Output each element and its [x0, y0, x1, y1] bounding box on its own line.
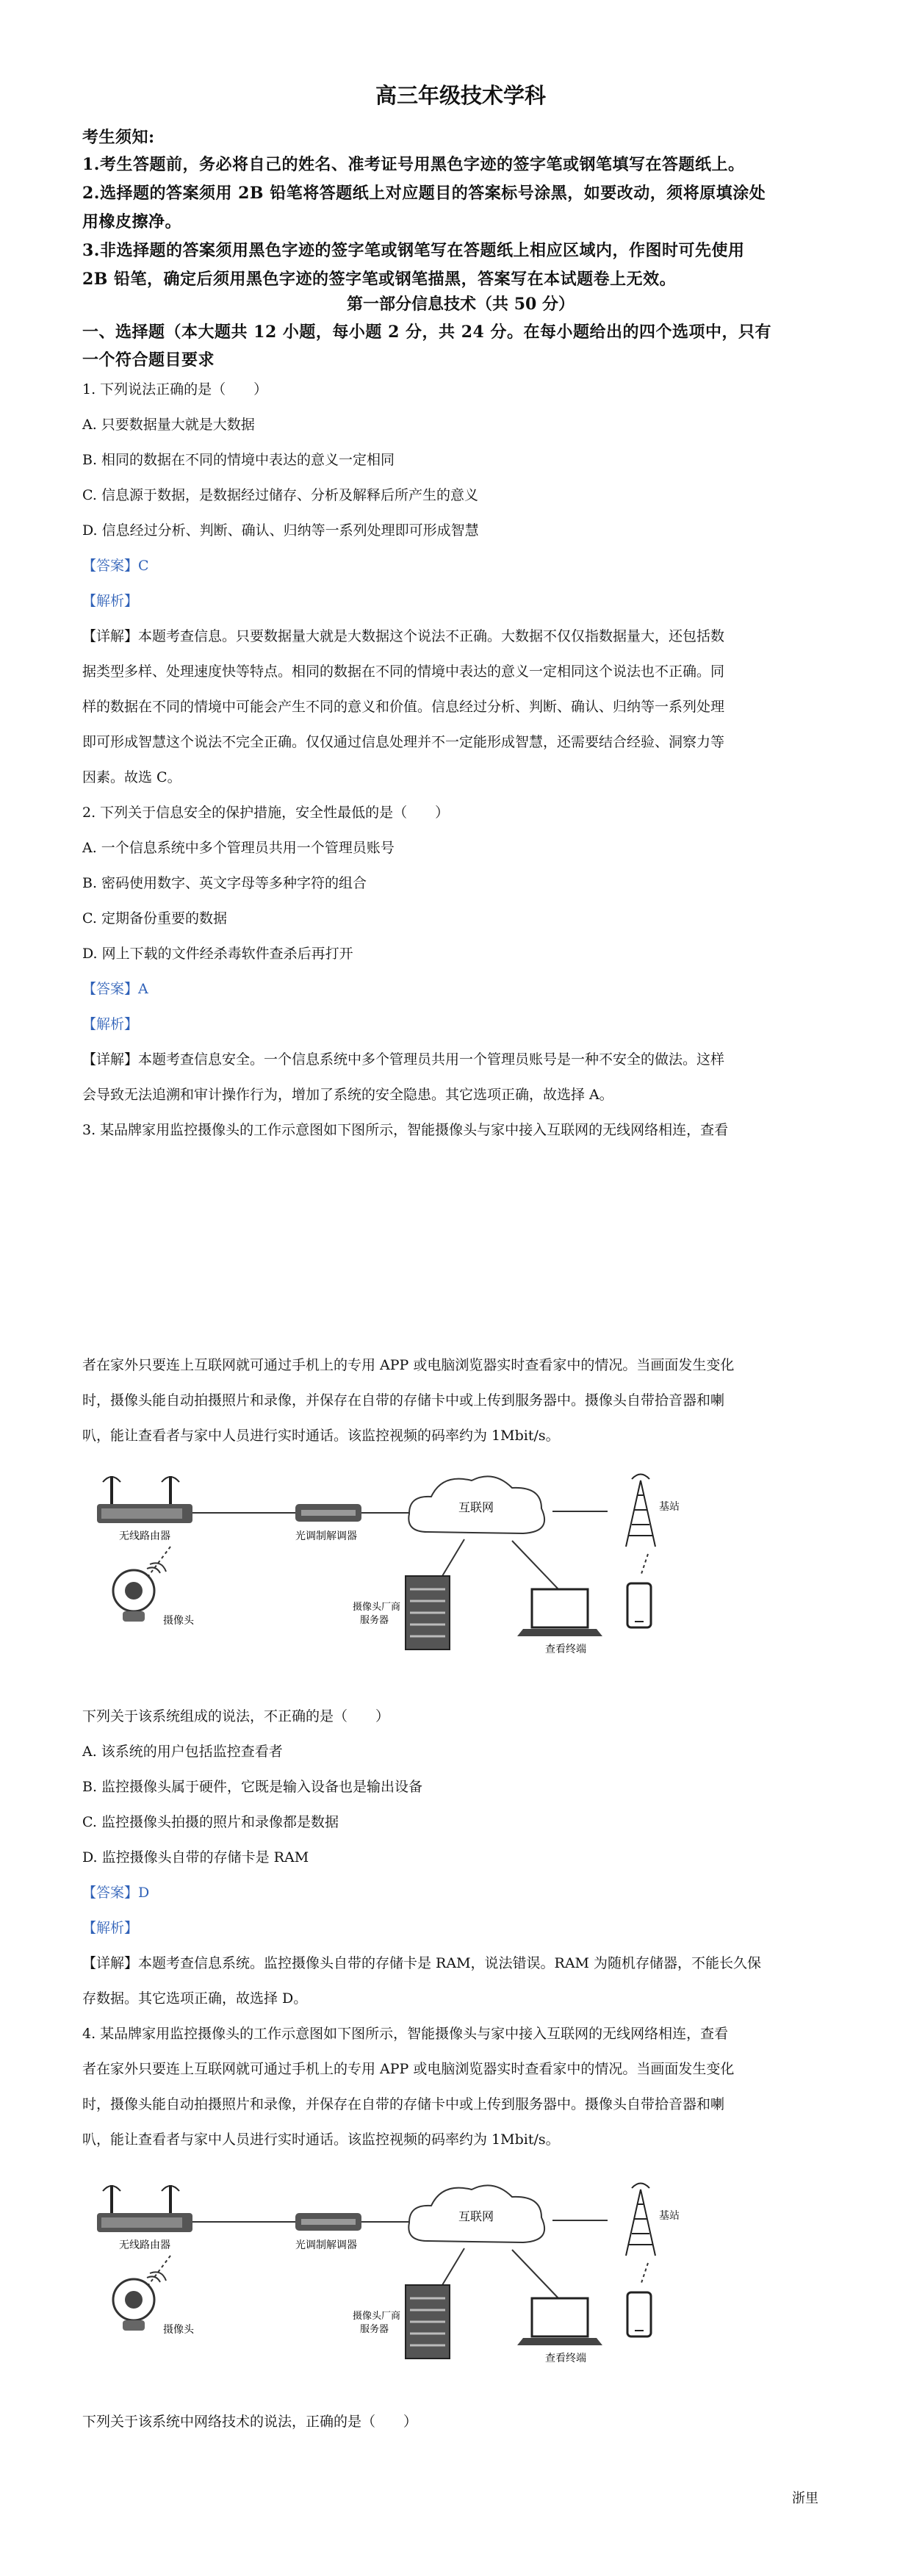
camera-label: 摄像头: [163, 2324, 194, 2336]
question-stem-continued: 叭，能让查看者与家中人员进行实时通话。该监控视频的码率约为 1Mbit/s。: [82, 1428, 560, 1444]
question-stem-continued: 时，摄像头能自动拍摄照片和录像，并保存在自带的存储卡中或上传到服务器中。摄像头自带拾音器和喇: [82, 1392, 725, 1408]
server-label-2: 服务器: [360, 1615, 389, 1626]
camera-label: 摄像头: [163, 1615, 194, 1627]
server-icon: [406, 1576, 450, 1649]
detail-line: 因素。故选 C。: [82, 769, 181, 785]
section-title: 第一部分信息技术（共 50 分）: [347, 295, 575, 314]
option-c: C. 定期备份重要的数据: [82, 910, 227, 927]
question-prompt: 下列关于该系统组成的说法，不正确的是（ ）: [82, 1708, 390, 1724]
camera-icon: [113, 2272, 166, 2331]
detail-line: 会导致无法追溯和审计操作行为，增加了系统的安全隐患。其它选项正确，故选择 A。: [82, 1087, 613, 1103]
cable-line: [442, 1539, 464, 1576]
router-icon: [97, 1476, 192, 1523]
laptop-icon: [517, 2298, 602, 2345]
option-c: C. 监控摄像头拍摄的照片和录像都是数据: [82, 1814, 339, 1830]
router-label: 无线路由器: [119, 1530, 170, 1542]
notice-heading: 考生须知:: [82, 128, 155, 147]
option-d: D. 信息经过分析、判断、确认、归纳等一系列处理即可形成智慧: [82, 522, 479, 539]
viewer-label: 查看终端: [545, 2353, 586, 2364]
cable-line: [442, 2248, 464, 2285]
phone-icon: [627, 1583, 651, 1627]
base-station-icon: [626, 1475, 655, 1547]
signal-line: [641, 2263, 648, 2285]
phone-icon: [627, 2292, 651, 2336]
server-label: 摄像头厂商: [353, 2311, 401, 2322]
question-stem-continued: 者在家外只要连上互联网就可通过手机上的专用 APP 或电脑浏览器实时查看家中的情况。当画面发生变化: [82, 1357, 735, 1373]
analysis-label: 【解析】: [82, 593, 139, 609]
detail-line: 据类型多样、处理速度快等特点。相同的数据在不同的情境中表达的意义一定相同这个说法也不正确。同: [82, 663, 725, 680]
option-a: A. 一个信息系统中多个管理员共用一个管理员账号: [82, 840, 395, 856]
detail-line: 存数据。其它选项正确，故选择 D。: [82, 1990, 308, 2007]
notice-line: 用橡皮擦净。: [82, 212, 182, 231]
detail-line: 【详解】本题考查信息安全。一个信息系统中多个管理员共用一个管理员账号是一种不安全的做法。这样: [82, 1051, 725, 1068]
laptop-icon: [517, 1589, 602, 1636]
modem-icon: [295, 2213, 361, 2231]
analysis-label: 【解析】: [82, 1920, 139, 1936]
server-label-2: 服务器: [360, 2324, 389, 2335]
internet-label: 互联网: [458, 1500, 494, 1514]
question-stem: 2. 下列关于信息安全的保护措施，安全性最低的是（ ）: [82, 805, 450, 821]
question-stem: 者在家外只要连上互联网就可通过手机上的专用 APP 或电脑浏览器实时查看家中的情况。当画面发生变化: [82, 2061, 735, 2077]
base-station-label: 基站: [659, 2210, 680, 2222]
question-stem: 叭，能让查看者与家中人员进行实时通话。该监控视频的码率约为 1Mbit/s。: [82, 2131, 560, 2148]
camera-icon: [113, 1563, 166, 1622]
answer-label: 【答案】D: [82, 1885, 150, 1901]
part-heading: 一个符合题目要求: [82, 350, 215, 370]
question-stem: 1. 下列说法正确的是（ ）: [82, 381, 268, 397]
cable-line: [512, 1541, 560, 1591]
question-stem: 时，摄像头能自动拍摄照片和录像，并保存在自带的存储卡中或上传到服务器中。摄像头自带拾音器和喇: [82, 2096, 725, 2112]
server-label: 摄像头厂商: [353, 1602, 401, 1613]
option-b: B. 相同的数据在不同的情境中表达的意义一定相同: [82, 452, 395, 468]
base-station-icon: [626, 2184, 655, 2256]
option-b: B. 密码使用数字、英文字母等多种字符的组合: [82, 875, 367, 891]
question-stem: 3. 某品牌家用监控摄像头的工作示意图如下图所示，智能摄像头与家中接入互联网的无线网络相连，查看: [82, 1122, 729, 1138]
option-c: C. 信息源于数据，是数据经过储存、分析及解释后所产生的意义: [82, 487, 478, 503]
detail-line: 【详解】本题考查信息。只要数据量大就是大数据这个说法不正确。大数据不仅仅指数据量大，还包括数: [82, 628, 725, 644]
notice-line: 3.非选择题的答案须用黑色字迹的签字笔或钢笔写在答题纸上相应区域内，作图时可先使用: [82, 241, 745, 260]
server-icon: [406, 2285, 450, 2359]
option-d: D. 监控摄像头自带的存储卡是 RAM: [82, 1849, 309, 1866]
router-label: 无线路由器: [119, 2239, 170, 2251]
analysis-label: 【解析】: [82, 1016, 139, 1032]
answer-label: 【答案】C: [82, 558, 149, 574]
modem-icon: [295, 1504, 361, 1522]
signal-line: [641, 1554, 648, 1576]
network-diagram-2: [82, 2175, 685, 2366]
option-b: B. 监控摄像头属于硬件，它既是输入设备也是输出设备: [82, 1779, 423, 1795]
answer-label: 【答案】A: [82, 981, 148, 997]
viewer-label: 查看终端: [545, 1644, 586, 1655]
network-diagram: [82, 1466, 685, 1657]
page-title: 高三年级技术学科: [375, 83, 546, 108]
modem-label: 光调制解调器: [295, 2239, 357, 2251]
cable-line: [512, 2250, 560, 2300]
base-station-label: 基站: [659, 1501, 680, 1513]
question-stem: 4. 某品牌家用监控摄像头的工作示意图如下图所示，智能摄像头与家中接入互联网的无线网络相连，查看: [82, 2026, 729, 2042]
part-heading: 一、选择题（本大题共 12 小题，每小题 2 分，共 24 分。在每小题给出的四个选项中，只有: [82, 323, 771, 342]
modem-label: 光调制解调器: [295, 1530, 357, 1542]
notice-line: 1.考生答题前，务必将自己的姓名、准考证号用黑色字迹的签字笔或钢笔填写在答题纸上。: [82, 155, 745, 174]
notice-line: 2B 铅笔，确定后须用黑色字迹的签字笔或钢笔描黑，答案写在本试题卷上无效。: [82, 270, 677, 289]
router-icon: [97, 2185, 192, 2232]
internet-label: 互联网: [458, 2209, 494, 2223]
notice-line: 2.选择题的答案须用 2B 铅笔将答题纸上对应题目的答案标号涂黑，如要改动，须将原填涂处: [82, 184, 766, 203]
detail-line: 即可形成智慧这个说法不完全正确。仅仅通过信息处理并不一定能形成智慧，还需要结合经验、洞察力等: [82, 734, 725, 750]
page-footer: 浙里: [792, 2491, 818, 2506]
option-a: A. 只要数据量大就是大数据: [82, 417, 255, 433]
detail-line: 样的数据在不同的情境中可能会产生不同的意义和价值。信息经过分析、判断、确认、归纳等一系列处理: [82, 699, 725, 715]
question-prompt: 下列关于该系统中网络技术的说法，正确的是（ ）: [82, 2414, 418, 2430]
option-a: A. 该系统的用户包括监控查看者: [82, 1744, 283, 1760]
option-d: D. 网上下载的文件经杀毒软件查杀后再打开: [82, 946, 353, 962]
detail-line: 【详解】本题考查信息系统。监控摄像头自带的存储卡是 RAM，说法错误。RAM 为随机存储器，不能长久保: [82, 1955, 762, 1971]
